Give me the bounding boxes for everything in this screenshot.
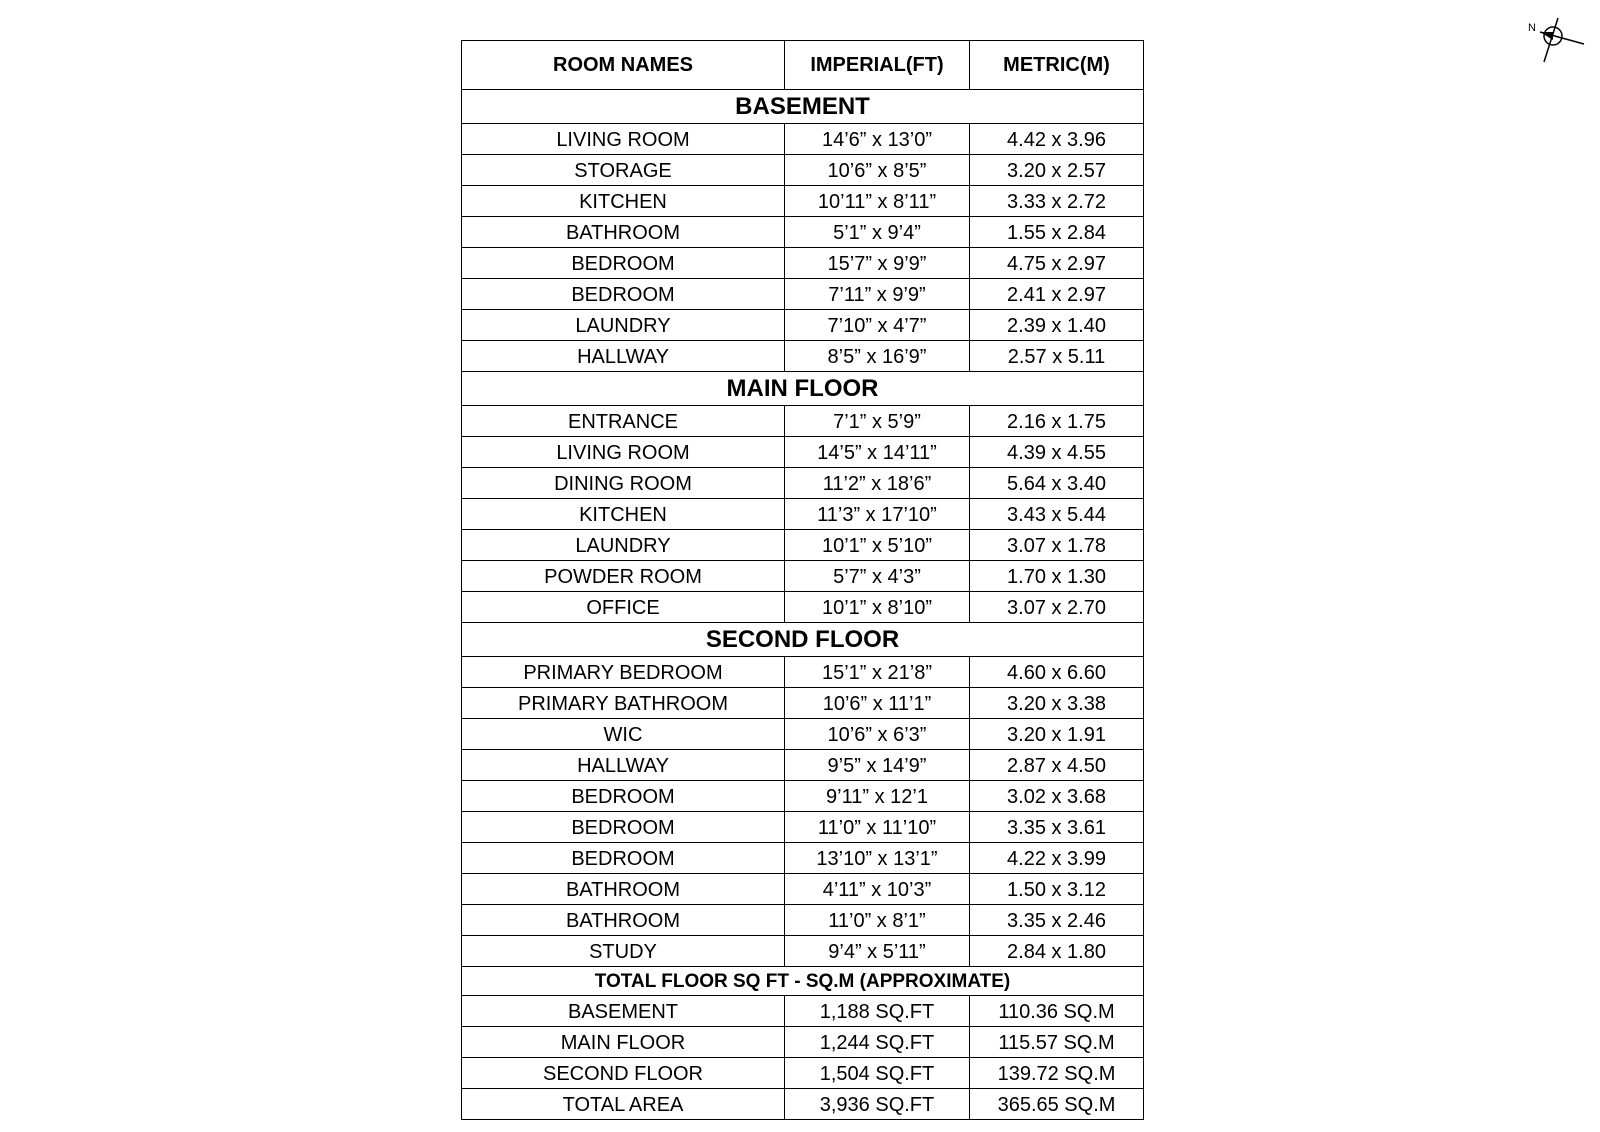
- metric-cell: 1.55 x 2.84: [970, 217, 1144, 248]
- room-name-cell: KITCHEN: [462, 186, 785, 217]
- table-row: [462, 843, 1144, 874]
- metric-cell: 3.07 x 2.70: [970, 592, 1144, 623]
- imperial-cell: 5’7” x 4’3”: [785, 561, 970, 592]
- metric-cell: 1.50 x 3.12: [970, 874, 1144, 905]
- table-row: [462, 812, 1144, 843]
- metric-cell: 4.39 x 4.55: [970, 437, 1144, 468]
- room-name-cell: STORAGE: [462, 155, 785, 186]
- metric-cell: 4.75 x 2.97: [970, 248, 1144, 279]
- imperial-cell: 8’5” x 16’9”: [785, 341, 970, 372]
- table-row: [462, 719, 1144, 750]
- table-row: [462, 217, 1144, 248]
- metric-cell: 3.35 x 2.46: [970, 905, 1144, 936]
- header-row: [462, 41, 1144, 90]
- room-name-cell: ENTRANCE: [462, 406, 785, 437]
- imperial-cell: 7’1” x 5’9”: [785, 406, 970, 437]
- table-row: [462, 688, 1144, 719]
- metric-cell: 3.20 x 1.91: [970, 719, 1144, 750]
- compass-icon: [1536, 14, 1596, 70]
- room-name-cell: STUDY: [462, 936, 785, 967]
- room-name-cell: PRIMARY BEDROOM: [462, 657, 785, 688]
- metric-cell: 3.43 x 5.44: [970, 499, 1144, 530]
- imperial-cell: 11’0” x 11’10”: [785, 812, 970, 843]
- room-name-cell: HALLWAY: [462, 750, 785, 781]
- table-row: [462, 1089, 1144, 1120]
- table-row: [462, 781, 1144, 812]
- table-row: [462, 186, 1144, 217]
- imperial-cell: 10’6” x 8’5”: [785, 155, 970, 186]
- table-row: [462, 530, 1144, 561]
- section-title-main-floor-row: [462, 372, 1144, 406]
- section-title-basement-row: [462, 90, 1144, 124]
- imperial-cell: 11’2” x 18’6”: [785, 468, 970, 499]
- metric-cell: 4.60 x 6.60: [970, 657, 1144, 688]
- metric-cell: 3.07 x 1.78: [970, 530, 1144, 561]
- room-name-cell: BEDROOM: [462, 279, 785, 310]
- room-name-cell: BEDROOM: [462, 843, 785, 874]
- metric-cell: 139.72 SQ.M: [970, 1058, 1144, 1089]
- room-name-cell: DINING ROOM: [462, 468, 785, 499]
- totals-title-row: [462, 967, 1144, 996]
- metric-cell: 3.35 x 3.61: [970, 812, 1144, 843]
- imperial-cell: 4’11” x 10’3”: [785, 874, 970, 905]
- room-name-cell: PRIMARY BATHROOM: [462, 688, 785, 719]
- table-row: [462, 437, 1144, 468]
- imperial-cell: 1,504 SQ.FT: [785, 1058, 970, 1089]
- metric-cell: 2.39 x 1.40: [970, 310, 1144, 341]
- imperial-cell: 7’10” x 4’7”: [785, 310, 970, 341]
- room-name-cell: WIC: [462, 719, 785, 750]
- room-name-cell: BATHROOM: [462, 905, 785, 936]
- table-row: [462, 996, 1144, 1027]
- header-imperial: IMPERIAL(FT): [785, 41, 970, 90]
- imperial-cell: 1,244 SQ.FT: [785, 1027, 970, 1058]
- imperial-cell: 10’6” x 6’3”: [785, 719, 970, 750]
- imperial-cell: 11’3” x 17’10”: [785, 499, 970, 530]
- imperial-cell: 14’6” x 13’0”: [785, 124, 970, 155]
- section-title-basement: BASEMENT: [462, 90, 1144, 124]
- table-row: [462, 592, 1144, 623]
- imperial-cell: 5’1” x 9’4”: [785, 217, 970, 248]
- imperial-cell: 9’5” x 14’9”: [785, 750, 970, 781]
- table-row: [462, 561, 1144, 592]
- metric-cell: 2.84 x 1.80: [970, 936, 1144, 967]
- table-row: [462, 124, 1144, 155]
- room-name-cell: BEDROOM: [462, 812, 785, 843]
- metric-cell: 3.20 x 3.38: [970, 688, 1144, 719]
- table-row: [462, 155, 1144, 186]
- room-name-cell: BATHROOM: [462, 217, 785, 248]
- room-name-cell: MAIN FLOOR: [462, 1027, 785, 1058]
- totals-title: TOTAL FLOOR SQ FT - SQ.M (APPROXIMATE): [462, 967, 1144, 996]
- metric-cell: 5.64 x 3.40: [970, 468, 1144, 499]
- imperial-cell: 10’1” x 5’10”: [785, 530, 970, 561]
- metric-cell: 2.57 x 5.11: [970, 341, 1144, 372]
- room-name-cell: KITCHEN: [462, 499, 785, 530]
- imperial-cell: 10’11” x 8’11”: [785, 186, 970, 217]
- room-name-cell: OFFICE: [462, 592, 785, 623]
- imperial-cell: 14’5” x 14’11”: [785, 437, 970, 468]
- room-dimensions-table: [461, 40, 1144, 1120]
- metric-cell: 2.41 x 2.97: [970, 279, 1144, 310]
- imperial-cell: 1,188 SQ.FT: [785, 996, 970, 1027]
- metric-cell: 365.65 SQ.M: [970, 1089, 1144, 1120]
- table-row: [462, 468, 1144, 499]
- imperial-cell: 11’0” x 8’1”: [785, 905, 970, 936]
- imperial-cell: 3,936 SQ.FT: [785, 1089, 970, 1120]
- metric-cell: 3.20 x 2.57: [970, 155, 1144, 186]
- metric-cell: 3.02 x 3.68: [970, 781, 1144, 812]
- header-metric: METRIC(M): [970, 41, 1144, 90]
- room-name-cell: POWDER ROOM: [462, 561, 785, 592]
- table-row: [462, 406, 1144, 437]
- room-name-cell: SECOND FLOOR: [462, 1058, 785, 1089]
- table-row: [462, 341, 1144, 372]
- section-title-second-floor-row: [462, 623, 1144, 657]
- room-name-cell: LIVING ROOM: [462, 124, 785, 155]
- metric-cell: 4.22 x 3.99: [970, 843, 1144, 874]
- room-name-cell: BEDROOM: [462, 248, 785, 279]
- imperial-cell: 15’1” x 21’8”: [785, 657, 970, 688]
- imperial-cell: 13’10” x 13’1”: [785, 843, 970, 874]
- table-row: [462, 657, 1144, 688]
- table-row: [462, 874, 1144, 905]
- room-name-cell: HALLWAY: [462, 341, 785, 372]
- metric-cell: 1.70 x 1.30: [970, 561, 1144, 592]
- room-name-cell: LAUNDRY: [462, 530, 785, 561]
- table-row: [462, 750, 1144, 781]
- north-label: N: [1528, 22, 1536, 34]
- header-room-names: ROOM NAMES: [462, 41, 785, 90]
- metric-cell: 2.87 x 4.50: [970, 750, 1144, 781]
- table-row: [462, 1027, 1144, 1058]
- imperial-cell: 7’11” x 9’9”: [785, 279, 970, 310]
- metric-cell: 110.36 SQ.M: [970, 996, 1144, 1027]
- metric-cell: 3.33 x 2.72: [970, 186, 1144, 217]
- metric-cell: 4.42 x 3.96: [970, 124, 1144, 155]
- imperial-cell: 9’4” x 5’11”: [785, 936, 970, 967]
- imperial-cell: 10’1” x 8’10”: [785, 592, 970, 623]
- section-title-second-floor: SECOND FLOOR: [462, 623, 1144, 657]
- room-name-cell: BASEMENT: [462, 996, 785, 1027]
- imperial-cell: 15’7” x 9’9”: [785, 248, 970, 279]
- metric-cell: 115.57 SQ.M: [970, 1027, 1144, 1058]
- room-name-cell: TOTAL AREA: [462, 1089, 785, 1120]
- table-row: [462, 310, 1144, 341]
- metric-cell: 2.16 x 1.75: [970, 406, 1144, 437]
- table-row: [462, 936, 1144, 967]
- table-row: [462, 1058, 1144, 1089]
- table-row: [462, 499, 1144, 530]
- room-name-cell: LAUNDRY: [462, 310, 785, 341]
- section-title-main-floor: MAIN FLOOR: [462, 372, 1144, 406]
- room-name-cell: BATHROOM: [462, 874, 785, 905]
- north-arrow: [1528, 14, 1598, 70]
- room-name-cell: BEDROOM: [462, 781, 785, 812]
- imperial-cell: 10’6” x 11’1”: [785, 688, 970, 719]
- table-row: [462, 279, 1144, 310]
- table-row: [462, 905, 1144, 936]
- table-row: [462, 248, 1144, 279]
- imperial-cell: 9’11” x 12’1: [785, 781, 970, 812]
- room-name-cell: LIVING ROOM: [462, 437, 785, 468]
